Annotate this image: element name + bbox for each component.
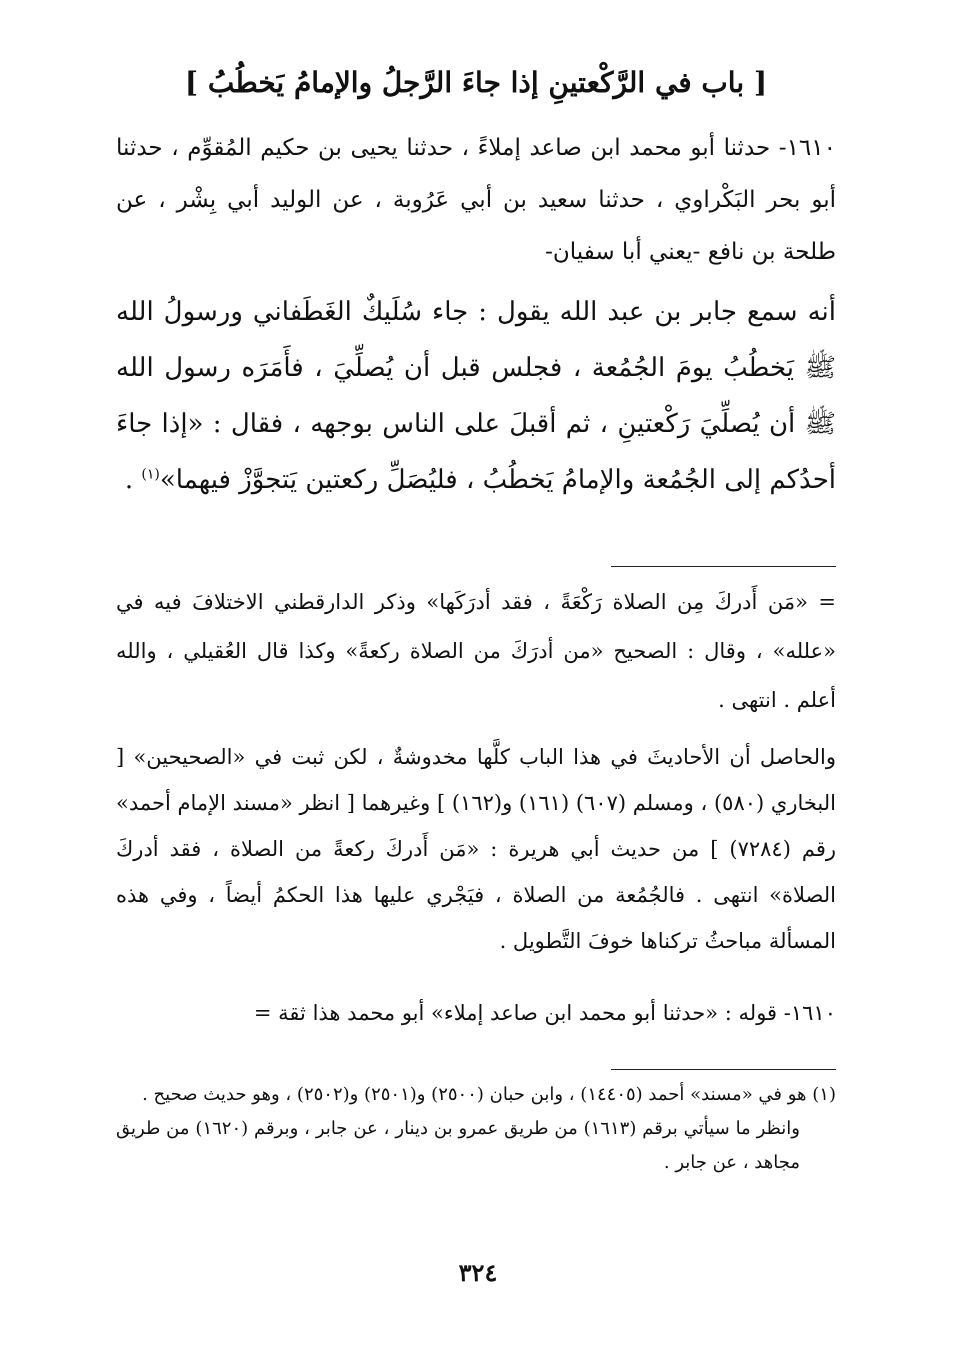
footnote-reference[interactable]: (١)	[141, 466, 160, 483]
chapter-title: [ باب في الرَّكْعتينِ إذا جاءَ الرَّجلُ والإمامُ يَخطُبُ ]	[184, 66, 768, 99]
hadith-chain-of-narration: ١٦١٠- حدثنا أبو محمد ابن صاعد إملاءً ، حدثنا يحيى بن حكيم المُقوِّم ، حدثنا أبو بحر البَكْراوي ، حدثنا سعيد بن أبي عَرُوبة ، عن الوليد أبي بِشْر ، عن طلحة بن نافع -يعني أبا سفيان-	[116, 135, 836, 265]
commentary-continuation: = «مَن أَدركَ مِن الصلاة رَكْعَةً ، فقد أدرَكَها» وذكر الدارقطني الاختلافَ فيه في «علله» ، وقال : الصحيح «من أدرَكَ من الصلاة ركعةً» وكذا قال العُقيلي ، والله أعلم . انتهى .	[116, 590, 836, 712]
footnotes	[116, 1078, 836, 1180]
hadith-text	[116, 284, 836, 508]
hadith-text-body: أنه سمع جابر بن عبد الله يقول : جاء سُلَيكٌ الغَطَفاني ورسولُ الله ﷺ يَخطُبُ يومَ الجُمُعة ، فجلس قبل أن يُصلِّيَ ، فأَمَرَه رسول الله ﷺ أن يُصلِّيَ رَكْعتينِ ، ثم أقبلَ على الناس بوجهه ، فقال : «إذا جاءَ أحدُكم إلى الجُمُعة والإمامُ يَخطُبُ ، فليُصَلِّ ركعتين يَتجوَّزْ فيهما»	[116, 297, 836, 495]
commentary-paragraph: والحاصل أن الأحاديثَ في هذا الباب كلَّها مخدوشةٌ ، لكن ثبت في «الصحيحين» [ البخاري (٥٨٠) ، ومسلم (٦٠٧) (١٦١) و(١٦٢) ] وغيرهما [ انظر «مسند الإمام أحمد» رقم (٧٢٨٤) ] من حديث أبي هريرة : «مَن أَدركَ ركعةً من الصلاة ، فقد أدركَ الصلاة» انتهى . فالجُمُعة من الصلاة ، فيَجْري عليها هذا الحكمُ أيضاً ، وفي هذه المسألة مباحثُ تركناها خوفَ التَّطويل .	[116, 745, 837, 953]
hadith-end-mark: .	[124, 465, 142, 495]
commentary-next-hadith: ١٦١٠- قوله : «حدثنا أبو محمد ابن صاعد إملاء» أبو محمد هذا ثقة =	[253, 1001, 836, 1025]
footnote-1: (١) هو في «مسند» أحمد (١٤٤٠٥) ، وابن حبان (٢٥٠٠) و(٢٥٠١) و(٢٥٠٢) ، وهو حديث صحيح .	[142, 1084, 836, 1105]
page-number: ٣٢٤	[458, 1258, 498, 1287]
commentary-separator	[611, 566, 836, 567]
footnote-1-continuation: وانظر ما سيأتي برقم (١٦١٣) من طريق عمرو بن دينار ، عن جابر ، وبرقم (١٦٢٠) من طريق مجاهد ، عن جابر .	[116, 1118, 800, 1173]
footnote-separator	[611, 1069, 836, 1070]
